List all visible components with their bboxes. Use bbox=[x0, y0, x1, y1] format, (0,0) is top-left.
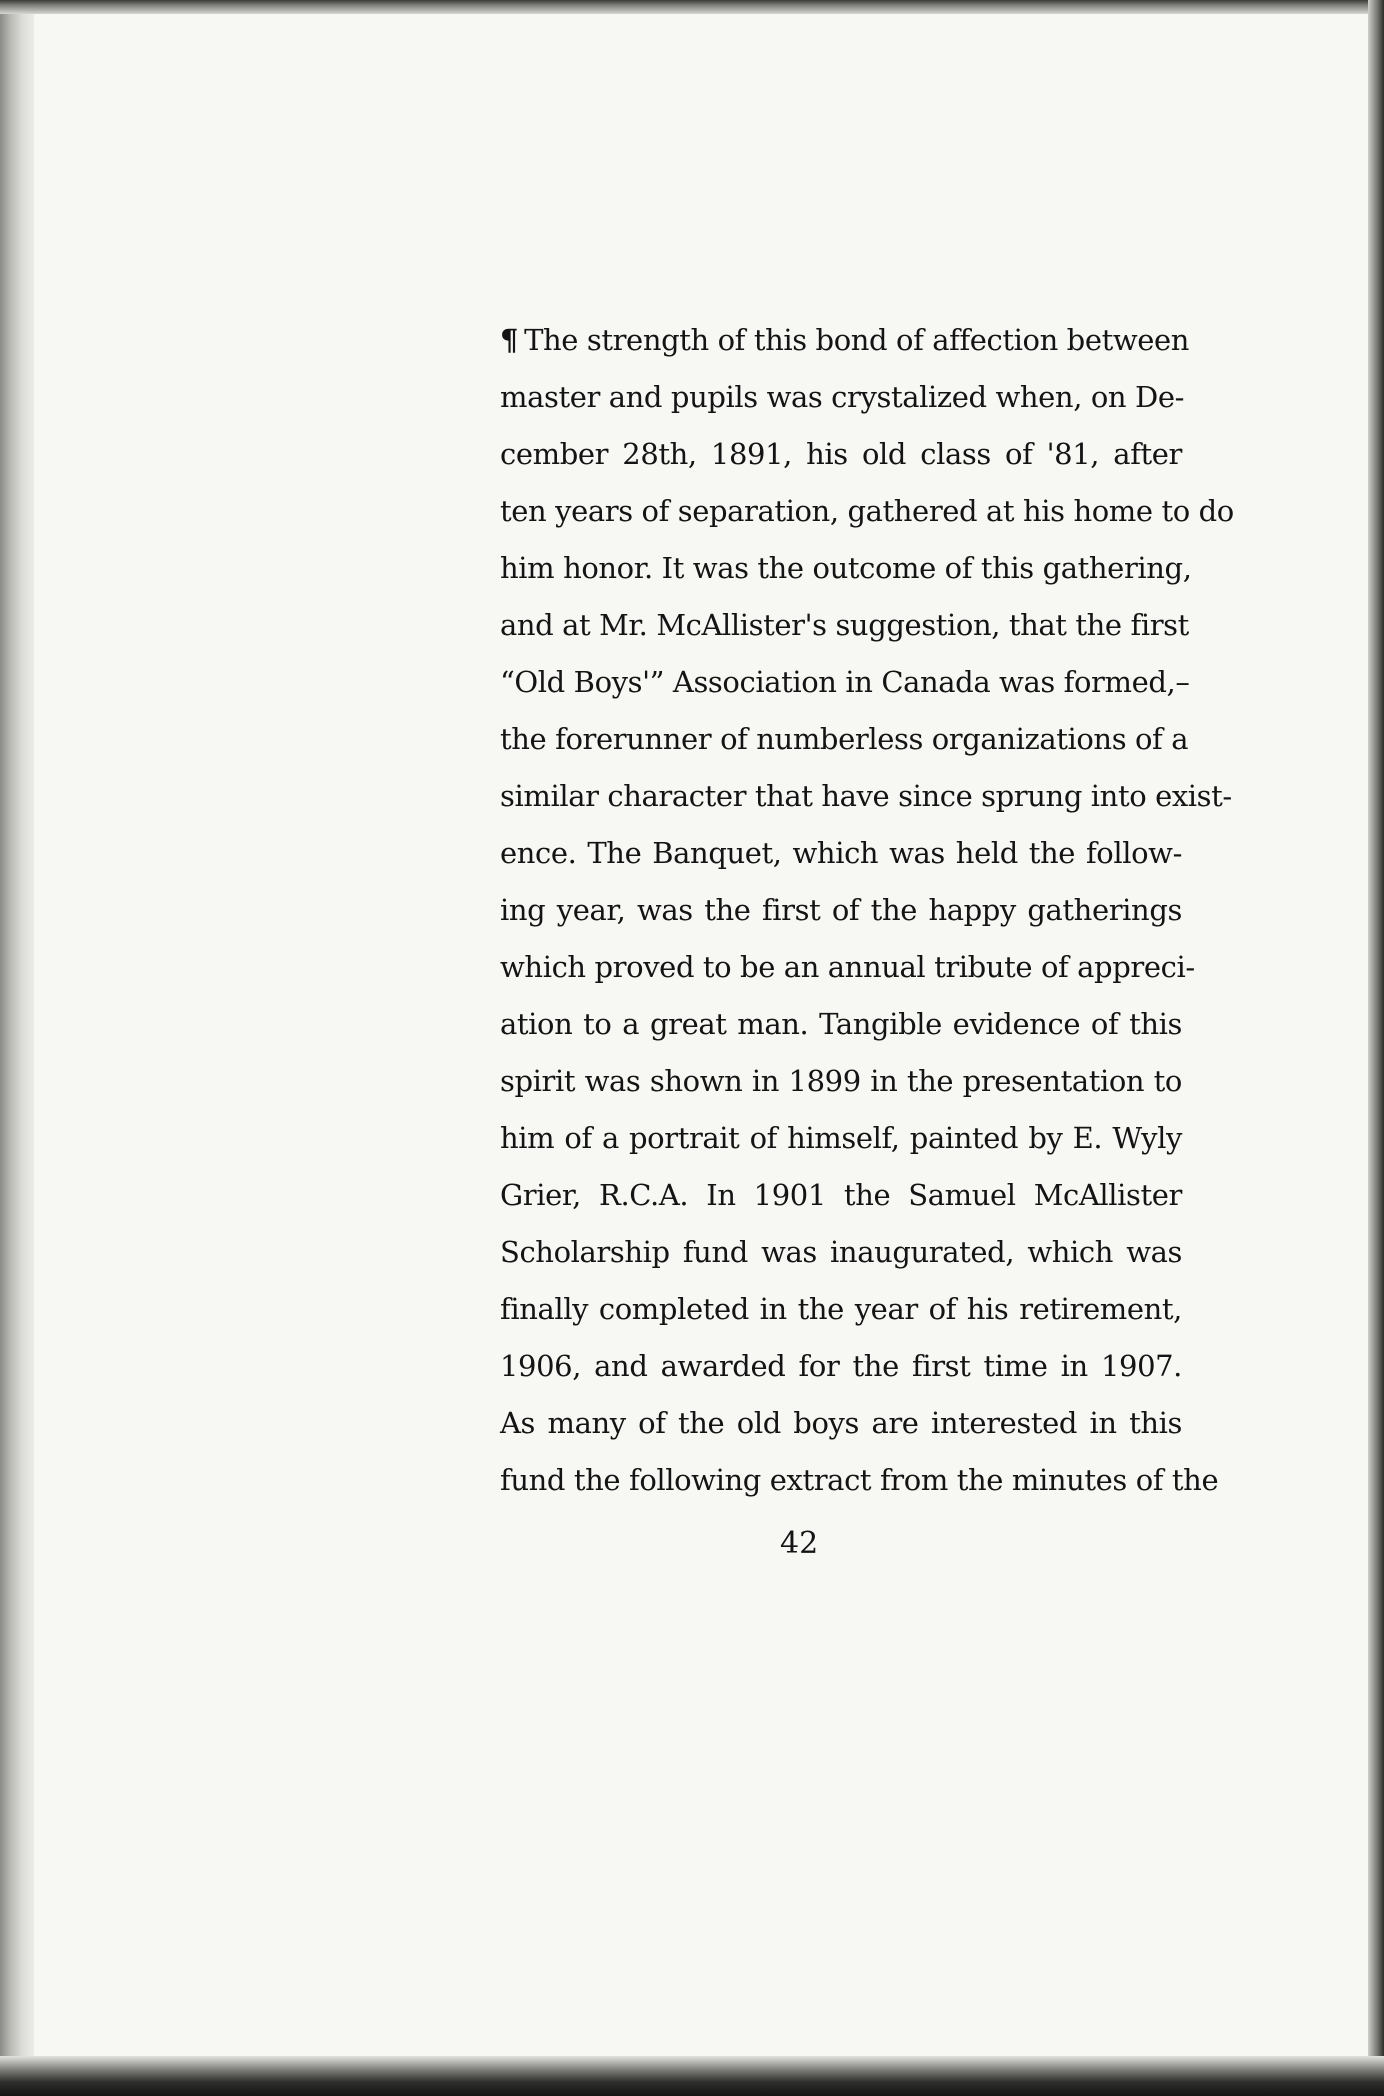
page-edge-bottom bbox=[0, 2056, 1384, 2096]
page-edge-top bbox=[0, 0, 1384, 14]
text-line: ten years of separation, gathered at his home to do bbox=[500, 494, 1234, 528]
book-page bbox=[34, 14, 1368, 2056]
page-number: 42 bbox=[780, 1526, 819, 1561]
text-line: ing year, was the first of the happy gatherings bbox=[500, 893, 1182, 927]
text-line: ence. The Banquet, which was held the follow- bbox=[500, 836, 1182, 870]
text-line: finally completed in the year of his retirement, bbox=[500, 1292, 1182, 1326]
text-line: Grier, R.C.A. In 1901 the Samuel McAllister bbox=[500, 1178, 1182, 1212]
text-line: fund the following extract from the minutes of the bbox=[500, 1463, 1219, 1497]
text-line: which proved to be an annual tribute of appreci- bbox=[500, 950, 1195, 984]
text-line: him honor. It was the outcome of this gathering, bbox=[500, 551, 1192, 585]
text-line: 1906, and awarded for the first time in 1907. bbox=[500, 1349, 1182, 1383]
page-edge-right bbox=[1368, 0, 1384, 2096]
text-line: “Old Boys'” Association in Canada was formed,– bbox=[500, 665, 1190, 699]
binding-shadow-left bbox=[0, 0, 34, 2096]
text-line: ation to a great man. Tangible evidence of this bbox=[500, 1007, 1182, 1041]
text-line: the forerunner of numberless organizations of a bbox=[500, 722, 1189, 756]
text-line: and at Mr. McAllister's suggestion, that the first bbox=[500, 608, 1189, 642]
text-line: similar character that have since sprung into exist- bbox=[500, 779, 1232, 813]
text-line: Scholarship fund was inaugurated, which was bbox=[500, 1235, 1182, 1269]
text-line bbox=[500, 312, 1190, 369]
text-line-content: The strength of this bond of affection between bbox=[524, 323, 1190, 357]
body-paragraph bbox=[500, 312, 1234, 1509]
text-line: As many of the old boys are interested in this bbox=[500, 1406, 1182, 1440]
pilcrow-marker: ¶ bbox=[500, 323, 519, 357]
text-line: master and pupils was crystalized when, on De- bbox=[500, 380, 1185, 414]
text-line: spirit was shown in 1899 in the presentation to bbox=[500, 1064, 1182, 1098]
text-line: cember 28th, 1891, his old class of '81, after bbox=[500, 437, 1182, 471]
text-line: him of a portrait of himself, painted by E. Wyly bbox=[500, 1121, 1182, 1155]
